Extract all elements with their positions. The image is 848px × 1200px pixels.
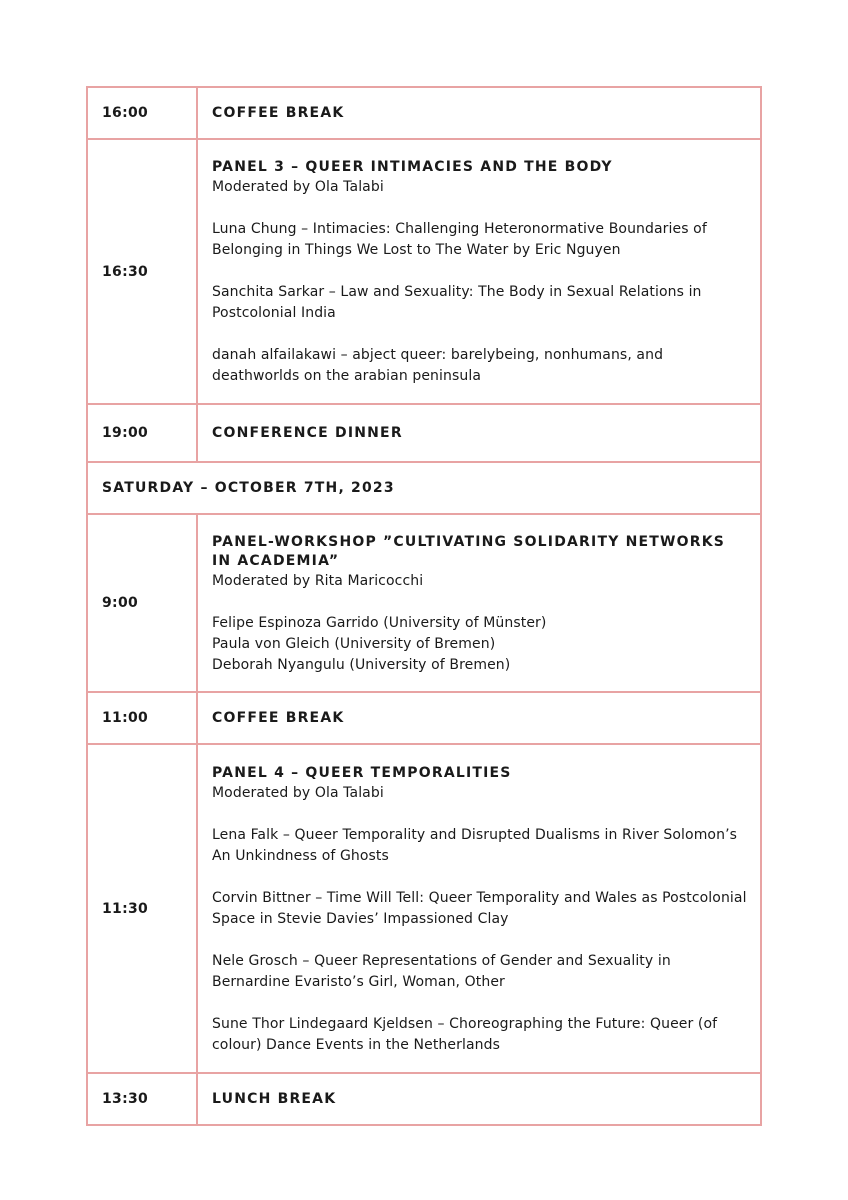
row-title: LUNCH BREAK: [212, 1090, 337, 1107]
panel-title: PANEL-WORKSHOP ”CULTIVATING SOLIDARITY NETWORKS IN ACADEMIA”: [212, 533, 726, 569]
participant: Deborah Nyangulu (University of Bremen): [212, 656, 511, 673]
panel-moderator: Moderated by Ola Talabi: [212, 179, 384, 195]
talk-item: danah alfailakawi – abject queer: barelybeing, nonhumans, and deathworlds on the arabian peninsula: [212, 347, 664, 384]
row-time: 16:30: [87, 139, 197, 404]
schedule-row-conference-dinner: [87, 404, 761, 462]
day-header: SATURDAY – OCTOBER 7TH, 2023: [87, 462, 761, 514]
schedule-table: [86, 86, 762, 1126]
row-time: 13:30: [87, 1073, 197, 1125]
panel-title: PANEL 4 – QUEER TEMPORALITIES: [212, 764, 512, 781]
participant: Felipe Espinoza Garrido (University of Münster): [212, 614, 547, 631]
row-time: 19:00: [87, 404, 197, 462]
schedule-row-coffee-break: [87, 692, 761, 744]
row-title: COFFEE BREAK: [212, 104, 345, 121]
panel-title: PANEL 3 – QUEER INTIMACIES AND THE BODY: [212, 159, 613, 175]
participant: Paula von Gleich (University of Bremen): [212, 635, 496, 652]
schedule-row-panel-3: [87, 139, 761, 404]
day-header-row: [87, 462, 761, 514]
row-time: 11:00: [87, 692, 197, 744]
schedule-row-lunch-break: [87, 1073, 761, 1125]
talk-item: Sanchita Sarkar – Law and Sexuality: The Body in Sexual Relations in Postcolonial India: [212, 284, 702, 321]
panel-moderator: Moderated by Rita Maricocchi: [212, 572, 424, 589]
panel-moderator: Moderated by Ola Talabi: [212, 784, 384, 801]
talk-item: Lena Falk – Queer Temporality and Disrupted Dualisms in River Solomon’s An Unkindness of Ghosts: [212, 826, 738, 864]
talk-item: Sune Thor Lindegaard Kjeldsen – Choreographing the Future: Queer (of colour) Dance Events in the Netherlands: [212, 1015, 718, 1053]
schedule-row-panel-workshop: [87, 514, 761, 692]
row-title: CONFERENCE DINNER: [212, 424, 403, 441]
participant-list: [212, 613, 748, 676]
schedule-row-coffee-break: [87, 87, 761, 139]
talk-item: Luna Chung – Intimacies: Challenging Heteronormative Boundaries of Belonging in Things We Lost to The Water by Eric Nguyen: [212, 221, 707, 258]
talk-item: Nele Grosch – Queer Representations of Gender and Sexuality in Bernardine Evaristo’s Girl, Woman, Other: [212, 952, 671, 990]
row-time: 11:30: [87, 744, 197, 1073]
schedule-row-panel-4: [87, 744, 761, 1073]
row-title: COFFEE BREAK: [212, 709, 345, 726]
talk-item: Corvin Bittner – Time Will Tell: Queer Temporality and Wales as Postcolonial Space in Stevie Davies’ Impassioned Clay: [212, 889, 747, 927]
row-time: 9:00: [87, 514, 197, 692]
row-time: 16:00: [87, 87, 197, 139]
